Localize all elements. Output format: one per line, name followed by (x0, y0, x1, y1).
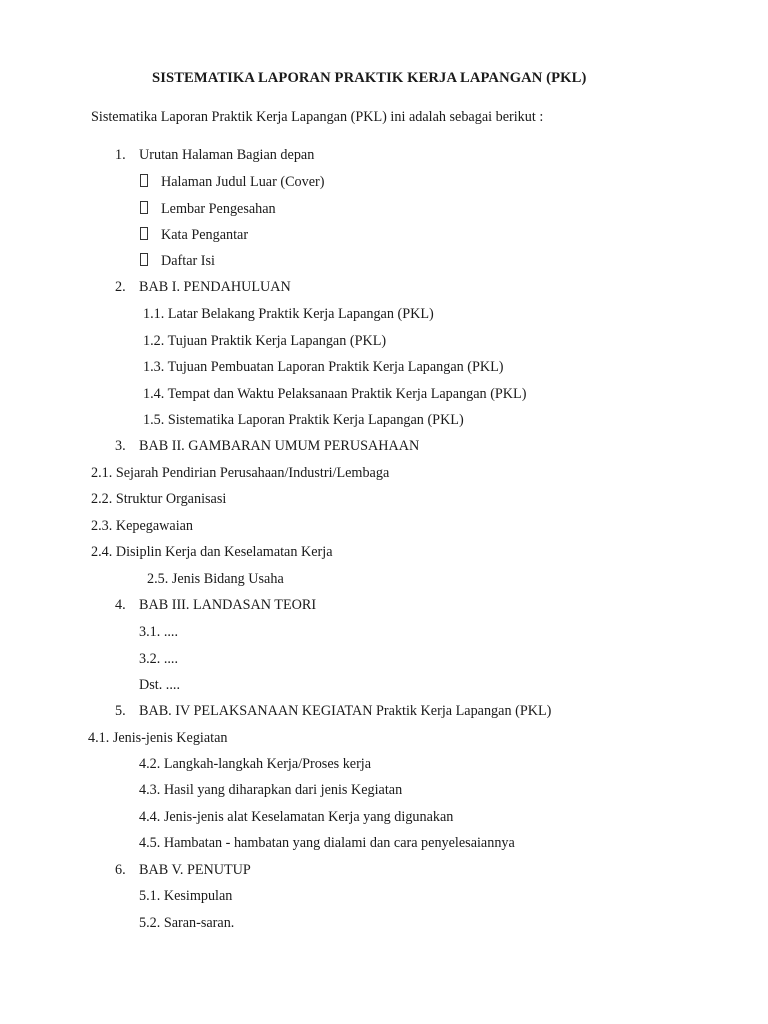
list-item-text: Halaman Judul Luar (Cover) (161, 174, 325, 190)
list-item: 1.5. Sistematika Laporan Praktik Kerja Lapangan (PKL) (143, 412, 464, 428)
list-item: 2.3. Kepegawaian (91, 518, 194, 534)
list-item: 2.2. Struktur Organisasi (91, 491, 227, 507)
section-5-label: BAB. IV PELAKSANAAN KEGIATAN Praktik Kerja Lapangan (PKL) (139, 703, 552, 719)
list-item: 2.1. Sejarah Pendirian Perusahaan/Industri/Lembaga (91, 465, 390, 481)
list-item (139, 252, 215, 271)
list-item: 4.3. Hasil yang diharapkan dari jenis Kegiatan (139, 782, 403, 798)
section-6-label: BAB V. PENUTUP (139, 862, 251, 878)
section-2-heading (115, 278, 291, 296)
list-item: 5.1. Kesimpulan (139, 888, 233, 904)
section-4-label: BAB III. LANDASAN TEORI (139, 597, 317, 613)
section-5-number: 5. (115, 703, 126, 719)
list-item: 1.2. Tujuan Praktik Kerja Lapangan (PKL) (143, 333, 387, 349)
list-item: 3.2. .... (139, 651, 179, 667)
section-6-heading (115, 861, 251, 879)
section-2-label: BAB I. PENDAHULUAN (139, 279, 291, 295)
list-item (139, 173, 325, 192)
section-1-number: 1. (115, 147, 126, 163)
list-item: 5.2. Saran-saran. (139, 915, 235, 931)
list-item (139, 200, 276, 219)
list-item: 1.1. Latar Belakang Praktik Kerja Lapangan (PKL) (143, 306, 434, 322)
section-3-label: BAB II. GAMBARAN UMUM PERUSAHAAN (139, 438, 420, 454)
list-item: 1.4. Tempat dan Waktu Pelaksanaan Praktik Kerja Lapangan (PKL) (143, 386, 527, 402)
document-title: SISTEMATIKA LAPORAN PRAKTIK KERJA LAPANGAN (PKL) (152, 70, 587, 86)
list-item: 4.4. Jenis-jenis alat Keselamatan Kerja yang digunakan (139, 809, 454, 825)
list-item-text: Daftar Isi (161, 253, 215, 269)
list-item-text: Kata Pengantar (161, 227, 249, 243)
intro-paragraph: Sistematika Laporan Praktik Kerja Lapangan (PKL) ini adalah sebagai berikut : (91, 109, 544, 125)
section-1-label: Urutan Halaman Bagian depan (139, 147, 315, 163)
list-item: 1.3. Tujuan Pembuatan Laporan Praktik Kerja Lapangan (PKL) (143, 359, 504, 375)
list-item: 2.4. Disiplin Kerja dan Keselamatan Kerja (91, 544, 333, 560)
bullet-box-icon (139, 253, 161, 271)
list-item: 4.1. Jenis-jenis Kegiatan (88, 730, 228, 746)
section-4-number: 4. (115, 597, 126, 613)
list-item: 2.5. Jenis Bidang Usaha (147, 571, 284, 587)
section-6-number: 6. (115, 862, 126, 878)
bullet-box-icon (139, 174, 161, 192)
list-item-text: Lembar Pengesahan (161, 201, 276, 217)
bullet-box-icon (139, 227, 161, 245)
list-item: 4.2. Langkah-langkah Kerja/Proses kerja (139, 756, 372, 772)
section-3-number: 3. (115, 438, 126, 454)
section-1-heading (115, 146, 314, 164)
section-2-number: 2. (115, 279, 126, 295)
list-item: Dst. .... (139, 677, 180, 693)
section-5-heading (115, 702, 551, 720)
list-item: 3.1. .... (139, 624, 179, 640)
section-3-heading (115, 437, 419, 455)
section-4-heading (115, 596, 316, 614)
list-item (139, 226, 248, 245)
bullet-box-icon (139, 201, 161, 219)
list-item: 4.5. Hambatan - hambatan yang dialami dan cara penyelesaiannya (139, 835, 515, 851)
